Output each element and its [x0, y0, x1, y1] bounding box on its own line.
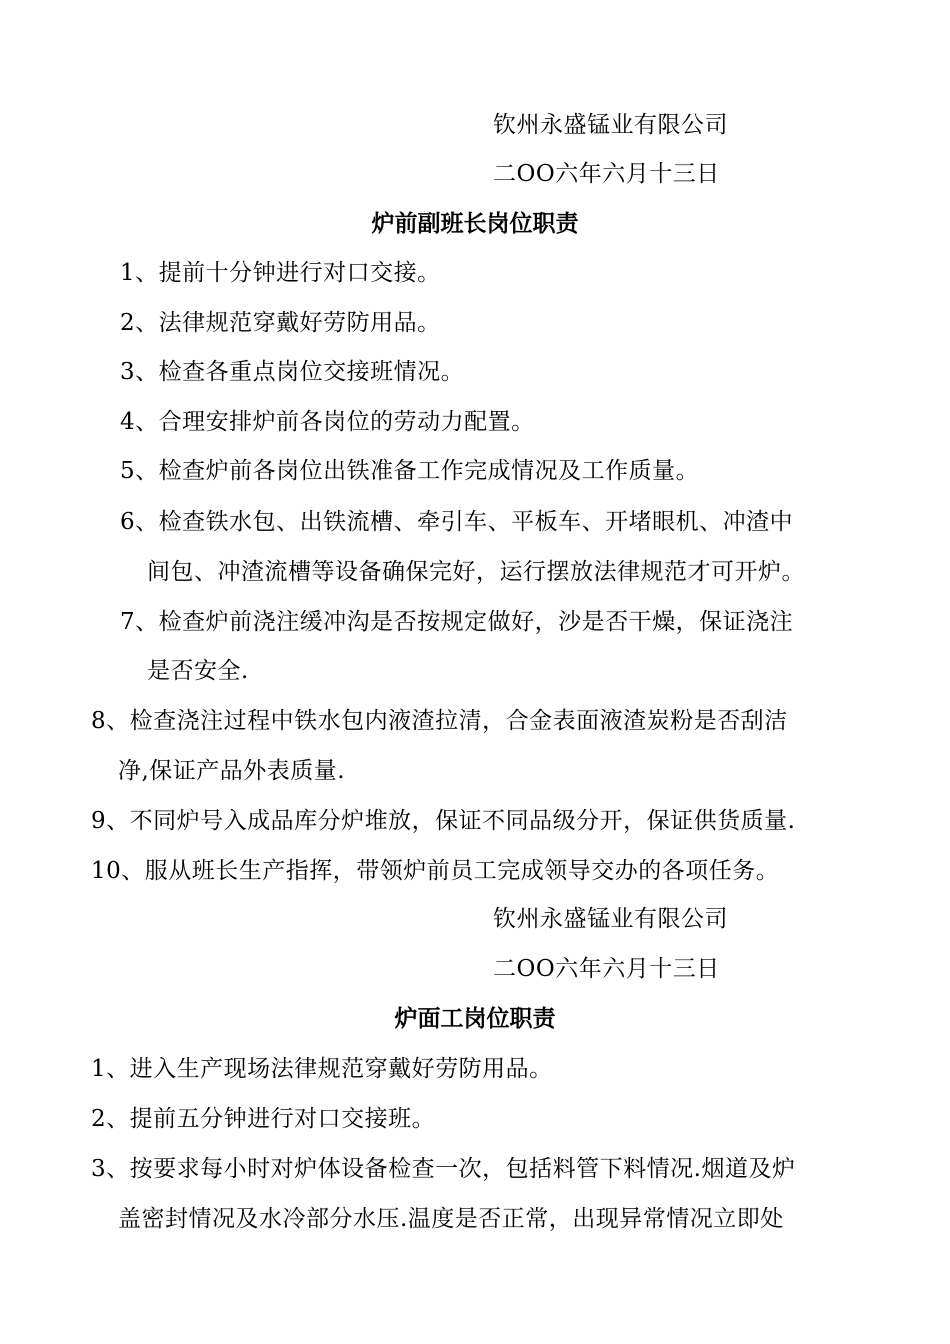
duty-item: 3、按要求每小时对炉体设备检查一次，包括料管下料情况.烟道及炉 — [91, 1156, 796, 1182]
company-signature: 钦州永盛锰业有限公司 — [493, 906, 728, 932]
duty-item-continued: 间包、冲渣流槽等设备确保完好，运行摆放法律规范才可开炉。 — [147, 559, 805, 585]
duty-item-continued: 净,保证产品外表质量. — [118, 758, 346, 784]
signature-date: 二OO六年六月十三日 — [493, 161, 720, 187]
duty-item: 2、法律规范穿戴好劳防用品。 — [120, 310, 441, 336]
section-title-furnace-top-worker: 炉面工岗位职责 — [394, 1005, 556, 1032]
duty-item: 8、检查浇注过程中铁水包内液渣拉清，合金表面液渣炭粉是否刮洁 — [91, 708, 788, 734]
duty-item: 6、检查铁水包、出铁流槽、牵引车、平板车、开堵眼机、冲渣中 — [120, 509, 794, 535]
duty-item-continued: 是否安全. — [147, 658, 249, 684]
signature-date: 二OO六年六月十三日 — [493, 956, 720, 982]
section-title-deputy-foreman: 炉前副班长岗位职责 — [371, 210, 579, 237]
duty-item-continued: 盖密封情况及水冷部分水压.温度是否正常，出现异常情况立即处 — [118, 1206, 784, 1232]
duty-item: 3、检查各重点岗位交接班情况。 — [120, 359, 465, 385]
duty-item: 1、提前十分钟进行对口交接。 — [120, 260, 441, 286]
duty-item: 9、不同炉号入成品库分炉堆放，保证不同品级分开，保证供货质量. — [91, 808, 796, 834]
duty-item: 4、合理安排炉前各岗位的劳动力配置。 — [120, 409, 535, 435]
duty-item: 7、检查炉前浇注缓冲沟是否按规定做好，沙是否干燥，保证浇注 — [120, 609, 794, 635]
duty-item: 1、进入生产现场法律规范穿戴好劳防用品。 — [91, 1056, 553, 1082]
duty-item: 5、检查炉前各岗位出铁准备工作完成情况及工作质量。 — [120, 458, 700, 484]
company-signature: 钦州永盛锰业有限公司 — [493, 112, 728, 138]
duty-item: 10、服从班长生产指挥，带领炉前员工完成领导交办的各项任务。 — [91, 858, 780, 884]
duty-item: 2、提前五分钟进行对口交接班。 — [91, 1106, 436, 1132]
